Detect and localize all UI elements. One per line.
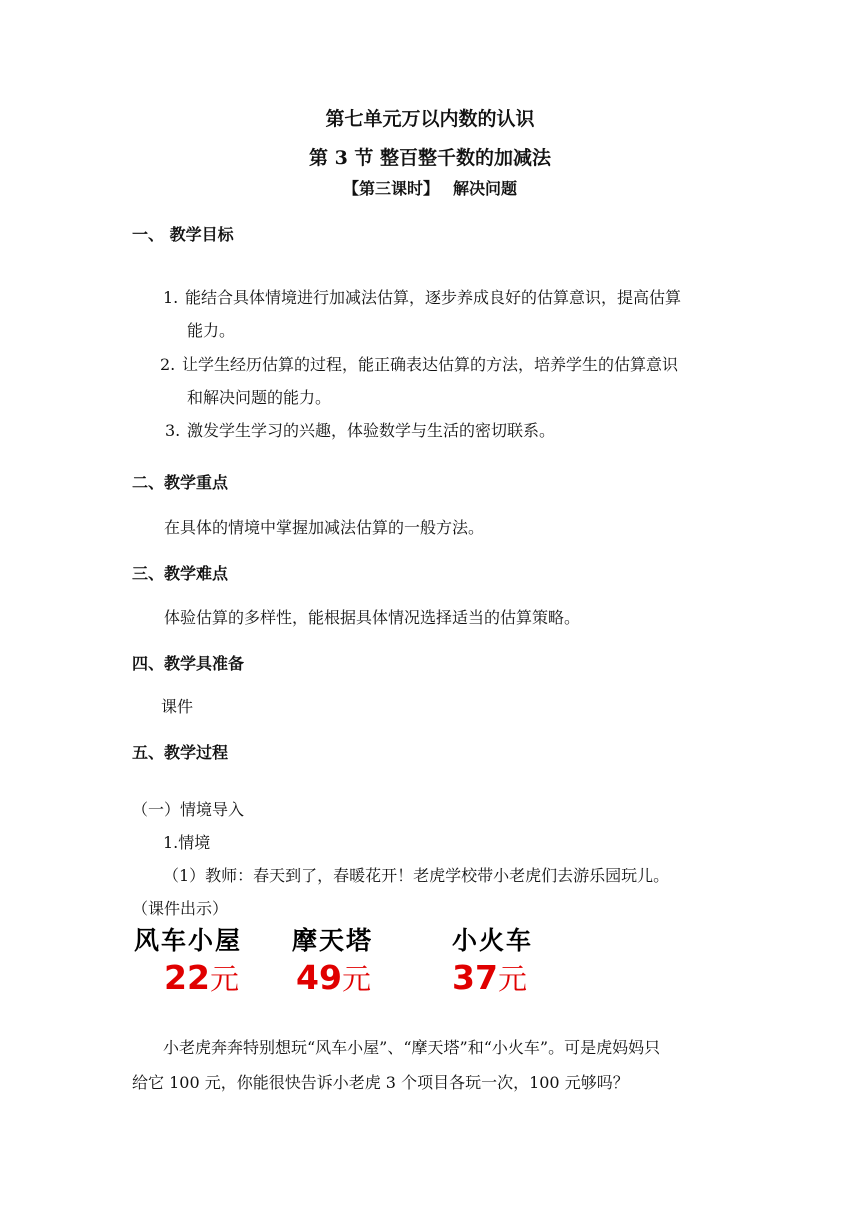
ride-name: 小火车 <box>452 926 534 955</box>
price-number: 22 <box>164 958 210 997</box>
courseware-note: （课件出示） <box>132 899 229 918</box>
ride-price-image <box>130 926 550 996</box>
difficulties-text: 体验估算的多样性，能根据具体情况选择适当的估算策略。 <box>164 608 581 627</box>
lesson-tag: 【第三课时】 <box>342 179 439 198</box>
objective-item-2-cont: 和解决问题的能力。 <box>187 388 332 407</box>
process-heading: 五、教学过程 <box>132 743 229 762</box>
objective-text: 能结合具体情境进行加减法估算，逐步养成良好的估算意识，提高估算 <box>185 288 682 307</box>
ride-price <box>452 958 533 1004</box>
objective-number: 2. <box>160 355 176 374</box>
price-unit: 元 <box>497 962 527 996</box>
objective-number: 3. <box>165 421 181 440</box>
price-card-train <box>452 926 533 996</box>
objective-item-1 <box>163 285 681 308</box>
lesson-topic: 解决问题 <box>453 179 518 198</box>
ride-name: 风车小屋 <box>134 926 243 955</box>
ride-name: 摩天塔 <box>292 926 374 955</box>
ride-price <box>292 958 373 1004</box>
objective-text: 让学生经历估算的过程，能正确表达估算的方法，培养学生的估算意识 <box>182 355 679 374</box>
unit-title: 第七单元万以内数的认识 <box>325 108 535 130</box>
preparation-text: 课件 <box>161 697 194 716</box>
preparation-heading: 四、教学具准备 <box>132 654 245 673</box>
process-subsection-title: （一）情境导入 <box>132 800 245 819</box>
teacher-line: （1）教师：春天到了，春暖花开！老虎学校带小老虎们去游乐园玩儿。 <box>163 866 670 885</box>
question-line-2: 给它 100 元，你能很快告诉小老虎 3 个项目各玩一次，100 元够吗？ <box>132 1073 629 1092</box>
objective-item-2 <box>160 352 678 375</box>
price-unit: 元 <box>341 962 371 996</box>
price-number: 37 <box>452 958 498 997</box>
objective-text: 激发学生学习的兴趣，体验数学与生活的密切联系。 <box>187 421 556 440</box>
process-item-title: 1.情境 <box>163 833 211 852</box>
objectives-heading: 一、 教学目标 <box>132 225 234 244</box>
question-line-1: 小老虎奔奔特别想玩“风车小屋”、“摩天塔”和“小火车”。可是虎妈妈只 <box>163 1038 661 1057</box>
price-card-windmill <box>134 926 242 996</box>
objective-item-1-cont: 能力。 <box>187 321 236 340</box>
objective-number: 1. <box>163 288 179 307</box>
price-card-ferris-tower <box>292 926 373 996</box>
section-title: 第 3 节 整百整千数的加减法 <box>308 147 552 169</box>
ride-price <box>134 958 242 1004</box>
price-unit: 元 <box>209 962 239 996</box>
objective-item-3 <box>165 418 555 441</box>
key-points-text: 在具体的情境中掌握加减法估算的一般方法。 <box>164 518 485 537</box>
difficulties-heading: 三、教学难点 <box>132 564 229 583</box>
key-points-heading: 二、教学重点 <box>132 473 229 492</box>
lesson-subtitle <box>0 176 860 199</box>
price-number: 49 <box>296 958 342 997</box>
